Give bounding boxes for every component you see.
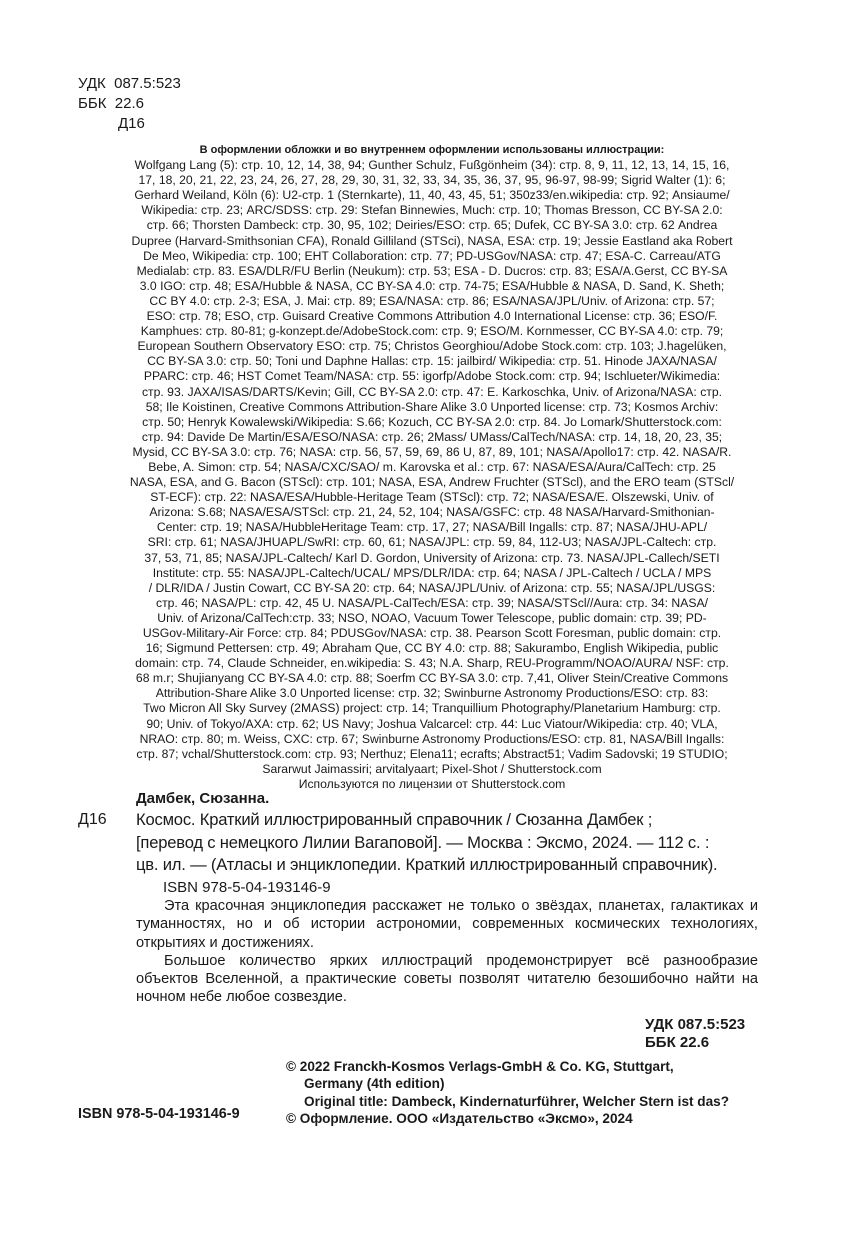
credit-line: Dupree (Harvard-Smithsonian CFA), Ronald Gilliland (STSci), NASA, ESA: стр. 19; Jessie Eastland aka Robert bbox=[131, 233, 733, 248]
credit-line: Gerhard Weiland, Köln (6): U2-стр. 1 (Sternkarte), 11, 40, 43, 45, 51; 350z33/en.wikipedia: стр. 92; Ansiaume/ bbox=[134, 188, 730, 203]
credit-line: стр. 87; vchal/Shutterstock.com: стр. 93; Nerthuz; Elena11; ecrafts; Abstract51; Vadim Sadovski; 19 STUDIO; bbox=[136, 746, 728, 761]
annotation bbox=[136, 897, 758, 1007]
annotation-paragraph: Эта красочная энциклопедия расскажет не только о звёздах, планетах, галактиках и туманностях, но и об истории астрономии, современных космических технологиях, открытиях и достижениях. bbox=[136, 898, 758, 951]
footer-bbk: ББК 22.6 bbox=[645, 1034, 710, 1051]
credit-line: Univ. of Arizona/CalTech:стр. 33; NSO, NOAO, Vacuum Tower Telescope, public domain: стр. 39; PD- bbox=[157, 610, 707, 625]
classification-block bbox=[78, 74, 181, 134]
illustration-credits bbox=[96, 143, 768, 792]
credit-line: Arizona: S.68; NASA/ESA/STScl: стр. 21, 24, 52, 104; NASA/GSFC: стр. 48 NASA/Harvard-Smithonian- bbox=[149, 505, 715, 520]
credit-line: 17, 18, 20, 21, 22, 23, 24, 26, 27, 28, 29, 30, 31, 32, 33, 34, 35, 36, 37, 95, 96-97, 98-99; Sigrid Walter (1): 6; bbox=[138, 173, 726, 188]
bibliographic-mark: Д16 bbox=[78, 811, 107, 828]
credit-line: / DLR/IDA / Justin Cowart, CC BY-SA 20: стр. 64; NASA/JPL/Univ. of Arizona: стр. 55; NASA/JPL/USGS: bbox=[148, 580, 716, 595]
author-name: Дамбек, Сюзанна. bbox=[136, 790, 270, 807]
credit-line: European Southern Observatory ESO: стр. 75; Christos Georghiou/Adobe Stock.com: стр. 103; J.hagelüken, bbox=[137, 339, 727, 354]
credit-line: domain: стр. 74, Claude Schneider, en.wikipedia: S. 43; N.A. Sharp, REU-Programm/NOAO/AURA/ NSF: стр. bbox=[135, 656, 729, 671]
credit-line: 90; Univ. of Tokyo/AXA: стр. 62; US Navy; Joshua Valcarcel: стр. 44: Luc Viatour/Wikipedia: стр. 40; VLA, bbox=[146, 716, 718, 731]
credit-line: Kamphues: стр. 80-81; g-konzept.de/AdobeStock.com: стр. 9; ESO/M. Kornmesser, CC BY-SA 4.0: стр. 79; bbox=[140, 324, 724, 339]
credit-line: стр. 66; Thorsten Dambeck: стр. 30, 95, 102; Deiries/ESO: стр. 65; Dufek, CC BY-SA 3.0: стр. 62 Andrea bbox=[146, 218, 718, 233]
credit-line: 3.0 IGO: стр. 48; ESA/Hubble & NASA, CC BY-SA 4.0: стр. 74-75; ESA/Hubble & NASA, D. Sand, K. Sheth; bbox=[139, 278, 725, 293]
credit-line: ESO: стр. 78; ESO, стр. Guisard Creative Commons Attribution 4.0 International License: стр. 36; ESO/F. bbox=[146, 309, 718, 324]
credit-line: стр. 50; Henryk Kowalewski/Wikipedia: S.66; Kozuch, CC BY-SA 2.0: стр. 84. Jo Lomark/Shutterstock.com: bbox=[142, 414, 722, 429]
credit-line: Sararwut Jaimassiri; arvitalyaart; Pixel-Shot / Shutterstock.com bbox=[262, 761, 602, 776]
credit-line: Two Micron All Sky Survey (2MASS) project: стр. 14; Tranquillium Photography/Planetarium Hamburg: стр. bbox=[143, 701, 721, 716]
author-mark: Д16 bbox=[118, 115, 145, 132]
credit-line: Medialab: стр. 83. ESA/DLR/FU Berlin (Neukum): стр. 53; ESA - D. Ducros: стр. 83; ESA/A.Gerst, CC BY-SA bbox=[136, 263, 728, 278]
copyright-line: © Оформление. ООО «Издательство «Эксмо», 2024 bbox=[286, 1111, 633, 1127]
footer-udk: УДК 087.5:523 bbox=[645, 1016, 746, 1033]
credit-line: стр. 46; NASA/PL: стр. 42, 45 U. NASA/PL-CalTech/ESA: стр. 39; NASA/STScl//Aura: стр. 34: NASA/ bbox=[155, 595, 709, 610]
bibliographic-description bbox=[136, 809, 766, 877]
credit-line: Institute: стр. 55: NASA/JPL-Caltech/UCAL/ MPS/DLR/IDA: стр. 64; NASA / JPL-Caltech / UCLA / MPS bbox=[152, 565, 712, 580]
credit-line: 58; Ile Koistinen, Creative Commons Attribution-Share Alike 3.0 Unported license: стр. 73; Kosmos Archiv: bbox=[145, 399, 719, 414]
credits-body bbox=[96, 158, 768, 792]
credit-line: 68 m.r; Shujianyang CC BY-SA 4.0: стр. 88; Soerfm CC BY-SA 3.0: стр. 7,41, Oliver Stein/Creative Commons bbox=[135, 671, 729, 686]
credit-line: CC BY 4.0: стр. 2-3; ESA, J. Mai: стр. 89; ESA/NASA: стр. 86; ESA/NASA/JPL/Univ. of Arizona: стр. 57; bbox=[149, 293, 715, 308]
copyright-block bbox=[286, 1058, 766, 1128]
copyright-line: © 2022 Franckh-Kosmos Verlags-GmbH & Co. KG, Stuttgart, bbox=[286, 1059, 674, 1074]
credit-line: De Meo, Wikipedia: стр. 100; EHT Collaboration: стр. 77; PD-USGov/NASA: стр. 47; ESA-C. Carreau/ATG bbox=[143, 248, 721, 263]
annotation-paragraph: Большое количество ярких иллюстраций продемонстрирует всё разнообразие объектов Вселенной, а практические советы позволят читателю безошибочно найти на ночном небе любое созвездие. bbox=[136, 952, 758, 1006]
credit-line: NRAO: стр. 80; m. Weiss, CXC: стр. 67; Swinburne Astronomy Productions/ESO: стр. 81, NASA/Bill Ingalls: bbox=[139, 731, 725, 746]
bibliographic-line: [перевод с немецкого Лилии Вагаповой]. — Москва : Эксмо, 2024. — 112 с. : bbox=[136, 832, 710, 852]
bibliographic-line: цв. ил. — (Атласы и энциклопедии. Краткий иллюстрированный справочник). bbox=[136, 855, 718, 875]
credit-line: ST-ECF): стр. 22: NASA/ESA/Hubble-Heritage Team (STScl): стр. 72; NASA/ESA/E. Olszewski, Univ. of bbox=[150, 490, 714, 505]
credit-line: SRI: стр. 61; NASA/JHUAPL/SwRI: стр. 60, 61; NASA/JPL: стр. 59, 84, 112-U3; NASA/JPL-Caltech: стр. bbox=[147, 535, 717, 550]
credit-line: NASA, ESA, and G. Bacon (STScl): стр. 101; NASA, ESA, Andrew Fruchter (STScl), and the ERO team (STScl/ bbox=[129, 475, 735, 490]
credit-line: USGov-Military-Air Force: стр. 84; PDUSGov/NASA: стр. 38. Pearson Scott Foresman, public domain: стр. bbox=[142, 626, 722, 640]
credit-line: Center: стр. 19; NASA/HubbleHeritage Team: стр. 17, 27; NASA/Bill Ingalls: стр. 87; NASA/JHU-APL/ bbox=[156, 520, 708, 535]
credit-line: 16; Sigmund Pettersen: стр. 49; Abraham Que, CC BY 4.0: стр. 88; Sakurambo, English Wikipedia, public bbox=[145, 641, 719, 656]
credit-line: Mysid, CC BY-SA 3.0: стр. 76; NASA: стр. 56, 57, 59, 69, 86 U, 87, 89, 101; NASA/Apollo17: стр. 42. NASA/R. bbox=[132, 444, 732, 459]
footer-isbn: ISBN 978-5-04-193146-9 bbox=[78, 1106, 240, 1122]
bibliographic-line: Космос. Краткий иллюстрированный справочник / Сюзанна Дамбек ; bbox=[136, 810, 653, 829]
bbk-line: ББК 22.6 bbox=[78, 95, 144, 112]
credit-line: стр. 94: Davide De Martin/ESA/ESO/NASA: стр. 26; 2Mass/ UMass/CalTech/NASA: стр. 14, 18, 20, 23, 35; bbox=[141, 429, 723, 444]
credit-line: 37, 53, 71, 85; NASA/JPL-Caltech/ Karl D. Gordon, University of Arizona: стр. 73. NASA/JPL-Callech/SETI bbox=[144, 550, 720, 565]
credit-line: Wolfgang Lang (5): стр. 10, 12, 14, 38, 94; Gunther Schulz, Fußgönheim (34): стр. 8, 9, 11, 12, 13, 14, 15, 16, bbox=[134, 158, 730, 173]
credit-line: Attribution-Share Alike 3.0 Unported license: стр. 32; Swinburne Astronomy Productions/ESO: стр. 83: bbox=[155, 686, 709, 701]
credit-line: PPARC: стр. 46; HST Comet Team/NASA: стр. 55: igorfp/Adobe Stock.com: стр. 94; Ischlueter/Wikimedia: bbox=[143, 369, 721, 384]
credit-line: CC BY-SA 3.0: стр. 50; Toni und Daphne Hallas: стр. 15: jailbird/ Wikipedia: стр. 51. Hinode JAXA/NASA/ bbox=[147, 354, 717, 369]
copyright-line: Germany (4th edition) bbox=[304, 1076, 445, 1092]
credits-heading: В оформлении обложки и во внутреннем оформлении использованы иллюстрации: bbox=[199, 144, 665, 156]
footer-classification bbox=[645, 1016, 745, 1052]
credit-line: Используются по лицензии от Shutterstock.com bbox=[298, 776, 566, 791]
credit-line: Bebe, A. Simon: стр. 54; NASA/CXC/SAO/ m. Karovska et al.: стр. 67: NASA/ESA/Aura/CalTech: стр. 25 bbox=[148, 459, 716, 474]
original-title-line: Original title: Dambeck, Kindernaturführer, Welcher Stern ist das? bbox=[304, 1093, 730, 1109]
udk-line: УДК 087.5:523 bbox=[78, 75, 181, 92]
credit-line: Wikipedia: стр. 23; ARC/SDSS: стр. 29: Stefan Binnewies, Much: стр. 10; Thomas Bresson, CC BY-SA 2.0: bbox=[141, 203, 723, 218]
credit-line: стр. 93. JAXA/ISAS/DARTS/Kevin; Gill, CC BY-SA 2.0: стр. 47: E. Karkoschka, Univ. of Arizona/NASA: стр. bbox=[141, 384, 723, 399]
isbn-record: ISBN 978-5-04-193146-9 bbox=[163, 879, 331, 896]
